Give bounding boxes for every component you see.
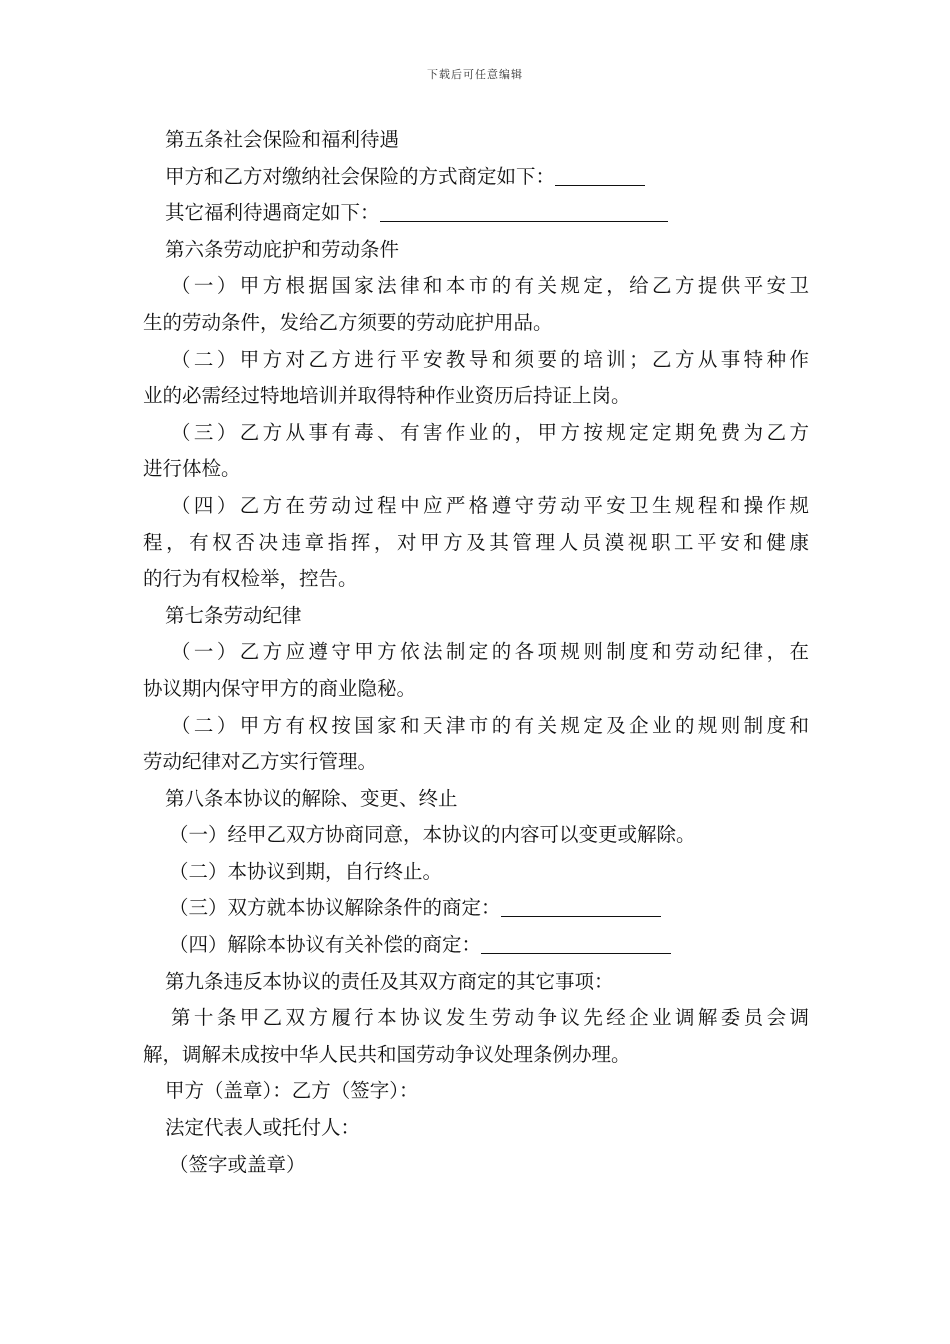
fill-in-blank (481, 931, 671, 954)
line-text: 生的劳动条件，发给乙方须要的劳动庇护用品。 (143, 310, 553, 334)
document-line (143, 817, 809, 854)
document-line (143, 854, 809, 891)
line-text: 的行为有权检举，控告。 (143, 567, 358, 591)
line-text: 第九条违反本协议的责任及其双方商定的其它事项： (165, 969, 614, 993)
line-text: 解，调解未成按中华人民共和国劳动争议处理条例办理。 (143, 1042, 631, 1066)
line-text: （三）双方就本协议解除条件的商定： (169, 896, 501, 920)
document-line (143, 342, 809, 379)
document-line (143, 598, 809, 635)
line-text: （四）乙方在劳动过程中应严格遵守劳动平安卫生规程和操作规 (171, 493, 809, 517)
document-line (143, 488, 809, 525)
line-text: 第六条劳动庇护和劳动条件 (165, 237, 400, 261)
header-note: 下载后可任意编辑 (427, 68, 523, 81)
document-line (143, 268, 809, 305)
line-text: （签字或盖章） (169, 1152, 306, 1176)
document-line (143, 561, 809, 598)
line-text: 第八条本协议的解除、变更、终止 (165, 786, 458, 810)
document-body (143, 122, 809, 1183)
document-line (143, 1000, 809, 1037)
document-line (143, 378, 809, 415)
document-line (143, 415, 809, 452)
document-line (143, 634, 809, 671)
document-line (143, 1037, 809, 1074)
line-text: （二）本协议到期，自行终止。 (169, 859, 443, 883)
document-line (143, 451, 809, 488)
document-line (143, 1147, 809, 1184)
line-text: 第十条甲乙双方履行本协议发生劳动争议先经企业调解委员会调 (171, 1006, 809, 1030)
document-line (143, 305, 809, 342)
line-text: 业的必需经过特地培训并取得特种作业资历后持证上岗。 (143, 384, 631, 408)
line-text: （二）甲方有权按国家和天津市的有关规定及企业的规则制度和 (171, 713, 809, 737)
document-line (143, 671, 809, 708)
line-text: （四）解除本协议有关补偿的商定： (169, 933, 482, 957)
line-text: 甲方（盖章）：乙方（签字）： (165, 1079, 419, 1103)
fill-in-blank (555, 163, 645, 186)
line-text: 第七条劳动纪律 (165, 603, 302, 627)
line-text: （二）甲方对乙方进行平安教导和须要的培训；乙方从事特种作 (171, 347, 809, 371)
document-line (143, 890, 809, 927)
line-text: 法定代表人或托付人： (165, 1116, 361, 1140)
document-line (143, 1073, 809, 1110)
document-line (143, 927, 809, 964)
document-line (143, 1110, 809, 1147)
document-line (143, 525, 809, 562)
document-line (143, 159, 809, 196)
fill-in-blank (380, 199, 668, 222)
line-text: 其它福利待遇商定如下： (165, 201, 380, 225)
document-line (143, 232, 809, 269)
document-line (143, 964, 809, 1001)
line-text: （一）经甲乙双方协商同意，本协议的内容可以变更或解除。 (169, 823, 696, 847)
document-line (143, 744, 809, 781)
document-line (143, 708, 809, 745)
line-text: （三）乙方从事有毒、有害作业的，甲方按规定定期免费为乙方 (171, 420, 809, 444)
line-text: 劳动纪律对乙方实行管理。 (143, 750, 378, 774)
document-line (143, 195, 809, 232)
line-text: 甲方和乙方对缴纳社会保险的方式商定如下： (165, 164, 556, 188)
document-line (143, 122, 809, 159)
line-text: （一）乙方应遵守甲方依法制定的各项规则制度和劳动纪律，在 (171, 640, 809, 664)
line-text: 程，有权否决违章指挥，对甲方及其管理人员漠视职工平安和健康 (143, 530, 809, 554)
line-text: 进行体检。 (143, 457, 241, 481)
document-line (143, 781, 809, 818)
fill-in-blank (501, 894, 661, 917)
line-text: 第五条社会保险和福利待遇 (165, 128, 400, 151)
line-text: （一）甲方根据国家法律和本市的有关规定，给乙方提供平安卫 (171, 274, 809, 298)
line-text: 协议期内保守甲方的商业隐秘。 (143, 676, 417, 700)
